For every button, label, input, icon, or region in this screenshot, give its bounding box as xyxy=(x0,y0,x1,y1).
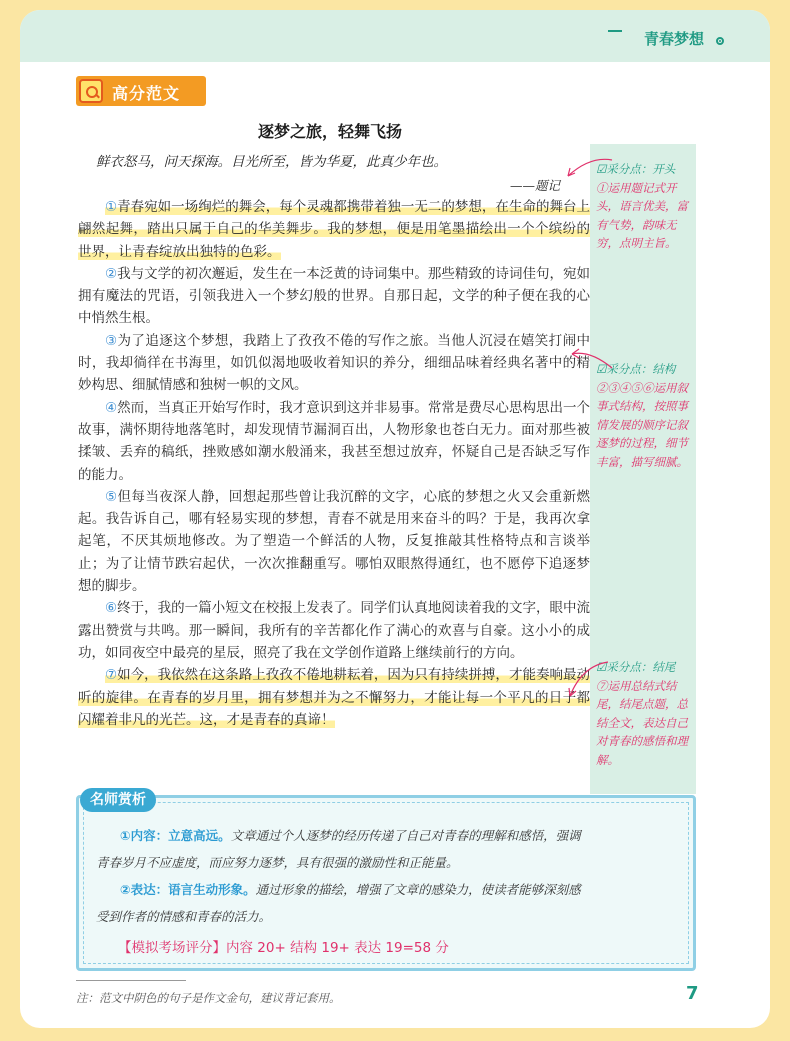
analysis-label-expression: ②表达：语言生动形象。 xyxy=(120,882,256,897)
analysis-text: 通过形象的描绘，增强了文章的感染力，使读者能够深刻感 xyxy=(255,882,581,897)
paragraph-7 xyxy=(78,664,590,731)
section-banner xyxy=(76,76,206,106)
note-heading: ☑采分点：结尾 xyxy=(596,660,676,674)
note-heading: ☑采分点：开头 xyxy=(596,162,676,176)
paragraph-5 xyxy=(78,486,590,597)
analysis-line-4: 受到作者的情感和青春的活力。 xyxy=(96,909,272,924)
note-text: ①运用题记式开头，语言优美，富有气势，韵味无穷，点明主旨。 xyxy=(596,180,688,250)
header-dash xyxy=(608,30,622,32)
epigraph: 鲜衣怒马，问天探海。目光所至，皆为华夏，此真少年也。 xyxy=(96,154,447,170)
section-title: 青春梦想 xyxy=(643,30,704,48)
essay-title: 逐梦之旅，轻舞飞扬 xyxy=(257,122,402,141)
analysis-line-2: 青春岁月不应虚度，而应努力逐梦，具有很强的激励性和正能量。 xyxy=(96,855,459,870)
paragraph-text: 我与文学的初次邂逅，发生在一本泛黄的诗词集中。那些精致的诗词佳句，宛如拥有魔法的咒语，引领我进入一个梦幻般的世界。自那日起，文学的种子便在我的心中悄然生根。 xyxy=(78,265,591,327)
epigraph-attribution: ——题记 xyxy=(510,178,561,193)
footnote-divider xyxy=(76,980,186,981)
header-bar xyxy=(20,10,770,62)
paragraph-number: ④ xyxy=(105,399,118,416)
paragraph-2 xyxy=(78,263,590,330)
paragraph-3 xyxy=(78,330,590,397)
paragraph-1 xyxy=(78,196,590,263)
essay-body xyxy=(78,196,590,731)
paragraph-number: ② xyxy=(105,265,118,282)
analysis-line-3 xyxy=(120,880,686,898)
paragraph-text: 终于，我的一篇小短文在校报上发表了。同学们认真地阅读着我的文字，眼中流露出赞赏与共鸣。那一瞬间，我所有的辛苦都化作了满心的欢喜与自豪。这小小的成功，如同夜空中最亮的星辰，照亮了我在文学创作道路上继续前行的方向。 xyxy=(78,600,591,661)
footnote: 注：范文中阴色的句子是作文金句，建议背记套用。 xyxy=(76,991,341,1005)
curved-arrow-icon xyxy=(562,652,612,702)
curved-arrow-icon xyxy=(560,152,616,182)
note-heading: ☑采分点：结构 xyxy=(596,362,676,376)
paragraph-text: 为了追逐这个梦想，我踏上了孜孜不倦的写作之旅。当他人沉浸在嬉笑打闹中时，我却徜徉在书海里，如饥似渴地吸收着知识的养分，细细品味着经典名著中的精妙构思、细腻情感和独树一帜的文风。 xyxy=(78,332,590,394)
paragraph-text: 然而，当真正开始写作时，我才意识到这并非易事。常常是费尽心思构思出一个故事，满怀期待地落笔时，却发现情节漏洞百出，人物形象也苍白无力。面对那些被揉皱、丢弃的稿纸，挫败感如潮水般涌来，我甚至想过放弃，怀疑自己是否缺乏写作的能力。 xyxy=(78,399,591,483)
golden-sentence xyxy=(78,667,590,728)
curved-arrow-icon xyxy=(566,346,616,376)
scoring-note-structure xyxy=(596,360,692,471)
paragraph-number: ⑥ xyxy=(105,600,118,617)
note-text: ②③④⑤⑥运用叙事式结构，按照事情发展的顺序记叙逐梦的过程，细节丰富，描写细腻。 xyxy=(596,380,688,469)
paragraph-text: 但每当夜深人静，回想起那些曾让我沉醉的文字，心底的梦想之火又会重新燃起。我告诉自己，哪有轻易实现的梦想，青春不就是用来奋斗的吗？于是，我再次拿起笔，不厌其烦地修改。为了塑造一个鲜活的人物，反复推敲其性格特点和言谈举止；为了让情节跌宕起伏，一次次推翻重写。哪怕双眼熬得通红，也不愿停下追逐梦想的脚步。 xyxy=(78,488,590,595)
paragraph-number: ① xyxy=(105,199,118,215)
paragraph-6 xyxy=(78,597,590,664)
golden-sentence xyxy=(78,199,590,260)
paragraph-4 xyxy=(78,397,590,486)
page-number: 7 xyxy=(686,983,699,1004)
paragraph-text: 青春宛如一场绚烂的舞会，每个灵魂都携带着独一无二的梦想，在生命的舞台上翩然起舞，踏出只属于自己的华美舞步。我的梦想，便是用笔墨描绘出一个个缤纷的世界，让青春绽放出独特的色彩。 xyxy=(78,199,591,260)
analysis-text: 文章通过个人逐梦的经历传递了自己对青春的理解和感悟，强调 xyxy=(230,828,581,843)
paragraph-text: 如今，我依然在这条路上孜孜不倦地耕耘着，因为只有持续拼搏，才能奏响最动听的旋律。在青春的岁月里，拥有梦想并为之不懈努力，才能让每一个平凡的日子都闪耀着非凡的光芒。这，才是青春的真谛！ xyxy=(78,667,591,728)
paragraph-number: ⑤ xyxy=(105,488,118,505)
banner-label: 高分范文 xyxy=(112,84,181,103)
magnifier-icon xyxy=(79,79,103,103)
circle-dot-icon xyxy=(716,37,724,45)
mock-exam-score: 【模拟考场评分】内容 20+ 结构 19+ 表达 19=58 分 xyxy=(118,940,449,956)
analysis-label-content: ①内容：立意高远。 xyxy=(120,828,231,843)
note-text: ⑦运用总结式结尾，结尾点题，总结全文，表达自己对青春的感悟和理解。 xyxy=(596,678,688,767)
paragraph-number: ③ xyxy=(105,332,118,349)
teacher-analysis-tag: 名师赏析 xyxy=(80,788,156,812)
analysis-line-1 xyxy=(120,826,686,844)
paragraph-number: ⑦ xyxy=(105,667,118,684)
